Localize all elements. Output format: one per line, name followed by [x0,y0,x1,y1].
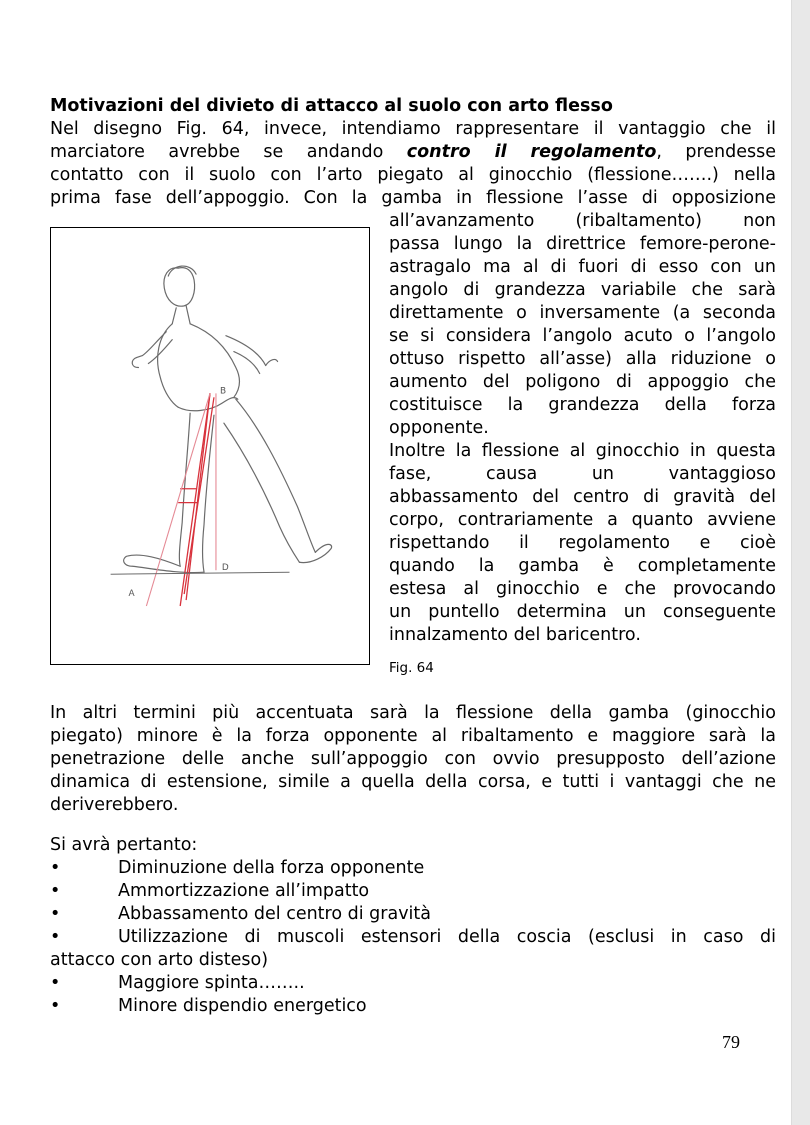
emphasis-regolamento: contro il regolamento [406,142,657,162]
list-item [50,880,776,903]
para2-line: dinamica di estensione, simile a quella della corsa, e tutti i vantaggi che ne [50,772,776,792]
side-line: innalzamento del baricentro. [389,625,641,645]
list-item [50,857,776,880]
side-line: se si considera l’angolo acuto o l’angolo [389,326,776,346]
list-item-text: Maggiore spinta…….. [118,973,305,993]
side-line: estesa al ginocchio e che provocando [389,579,776,599]
side-line: abbassamento del centro di gravità del [389,487,776,507]
side-line: costituisce la grandezza della forza [389,395,776,415]
bullet-icon: • [50,881,61,901]
bullet-list [50,857,776,1018]
side-line: ottuso rispetto all’asse) alla riduzione o [389,349,776,369]
bullet-icon: • [50,973,61,993]
list-intro: Si avrà pertanto: [50,835,198,855]
side-line: rispettando il regolamento e cioè [389,533,776,553]
side-line: astragalo ma al di fuori di esso con un [389,257,776,277]
list-item [50,972,776,995]
label-foot: D [221,563,229,574]
side-paragraph [389,210,776,647]
side-line: un puntello determina un conseguente [389,602,776,622]
para2-line: deriverebbero. [50,795,179,815]
side-line: direttamente o inversamente (a seconda [389,303,776,323]
label-top: B [219,386,227,397]
list-item [50,926,776,949]
intro-line-2 [50,141,776,164]
side-line: aumento del poligono di appoggio che [389,372,776,392]
scrollbar[interactable] [791,0,810,1125]
side-line: passa lungo la direttrice femore-perone- [389,234,776,254]
side-line: corpo, contrariamente a quanto avviene [389,510,776,530]
section-heading: Motivazioni del divieto di attacco al suolo con arto flesso [50,96,613,116]
list-item-text: Abbassamento del centro di gravità [118,904,431,924]
side-line: Inoltre la flessione al ginocchio in questa [389,441,776,461]
label-heel: A [128,589,135,600]
side-line: fase, causa un vantaggioso [389,464,776,484]
list-item-continuation: attacco con arto disteso) [50,950,269,970]
figure-caption: Fig. 64 [389,660,434,676]
side-line: opponente. [389,418,489,438]
para2-line: penetrazione delle anche sull’appoggio con ovvio presupposto dell’azione [50,749,776,769]
intro-line-2-end: , prendesse [656,142,777,162]
list-item-text: Diminuzione della forza opponente [118,858,425,878]
document-body [50,95,776,210]
side-line: quando la gamba è completamente [389,556,776,576]
intro-line-1: Nel disegno Fig. 64, invece, intendiamo rappresentare il vantaggio che il [50,119,776,139]
figure-64 [50,227,370,665]
list-item [50,995,776,1018]
paragraph-2 [50,702,776,817]
page-number: 79 [722,1032,740,1052]
side-line: angolo di grandezza variabile che sarà [389,280,776,300]
list-item-text: Ammortizzazione all’impatto [118,881,370,901]
bullet-icon: • [50,927,61,947]
side-line: all’avanzamento (ribaltamento) non [389,211,776,231]
list-item [50,903,776,926]
list-item-text: Minore dispendio energetico [118,996,367,1016]
para2-line: piegato) minore è la forza opponente al ribaltamento e maggiore sarà la [50,726,776,746]
intro-line-3: contatto con il suolo con l’arto piegato al ginocchio (flessione…….) nella [50,165,776,185]
bullet-icon: • [50,996,61,1016]
para2-line: In altri termini più accentuata sarà la flessione della gamba (ginocchio [50,703,776,723]
intro-line-2-start: marciatore avrebbe se andando [50,142,407,162]
bullet-icon: • [50,858,61,878]
list-item-text: Utilizzazione di muscoli estensori della coscia (esclusi in caso di [118,927,776,947]
walker-sketch [51,228,369,664]
bullet-icon: • [50,904,61,924]
intro-line-4: prima fase dell’appoggio. Con la gamba in flessione l’asse di opposizione [50,188,776,208]
